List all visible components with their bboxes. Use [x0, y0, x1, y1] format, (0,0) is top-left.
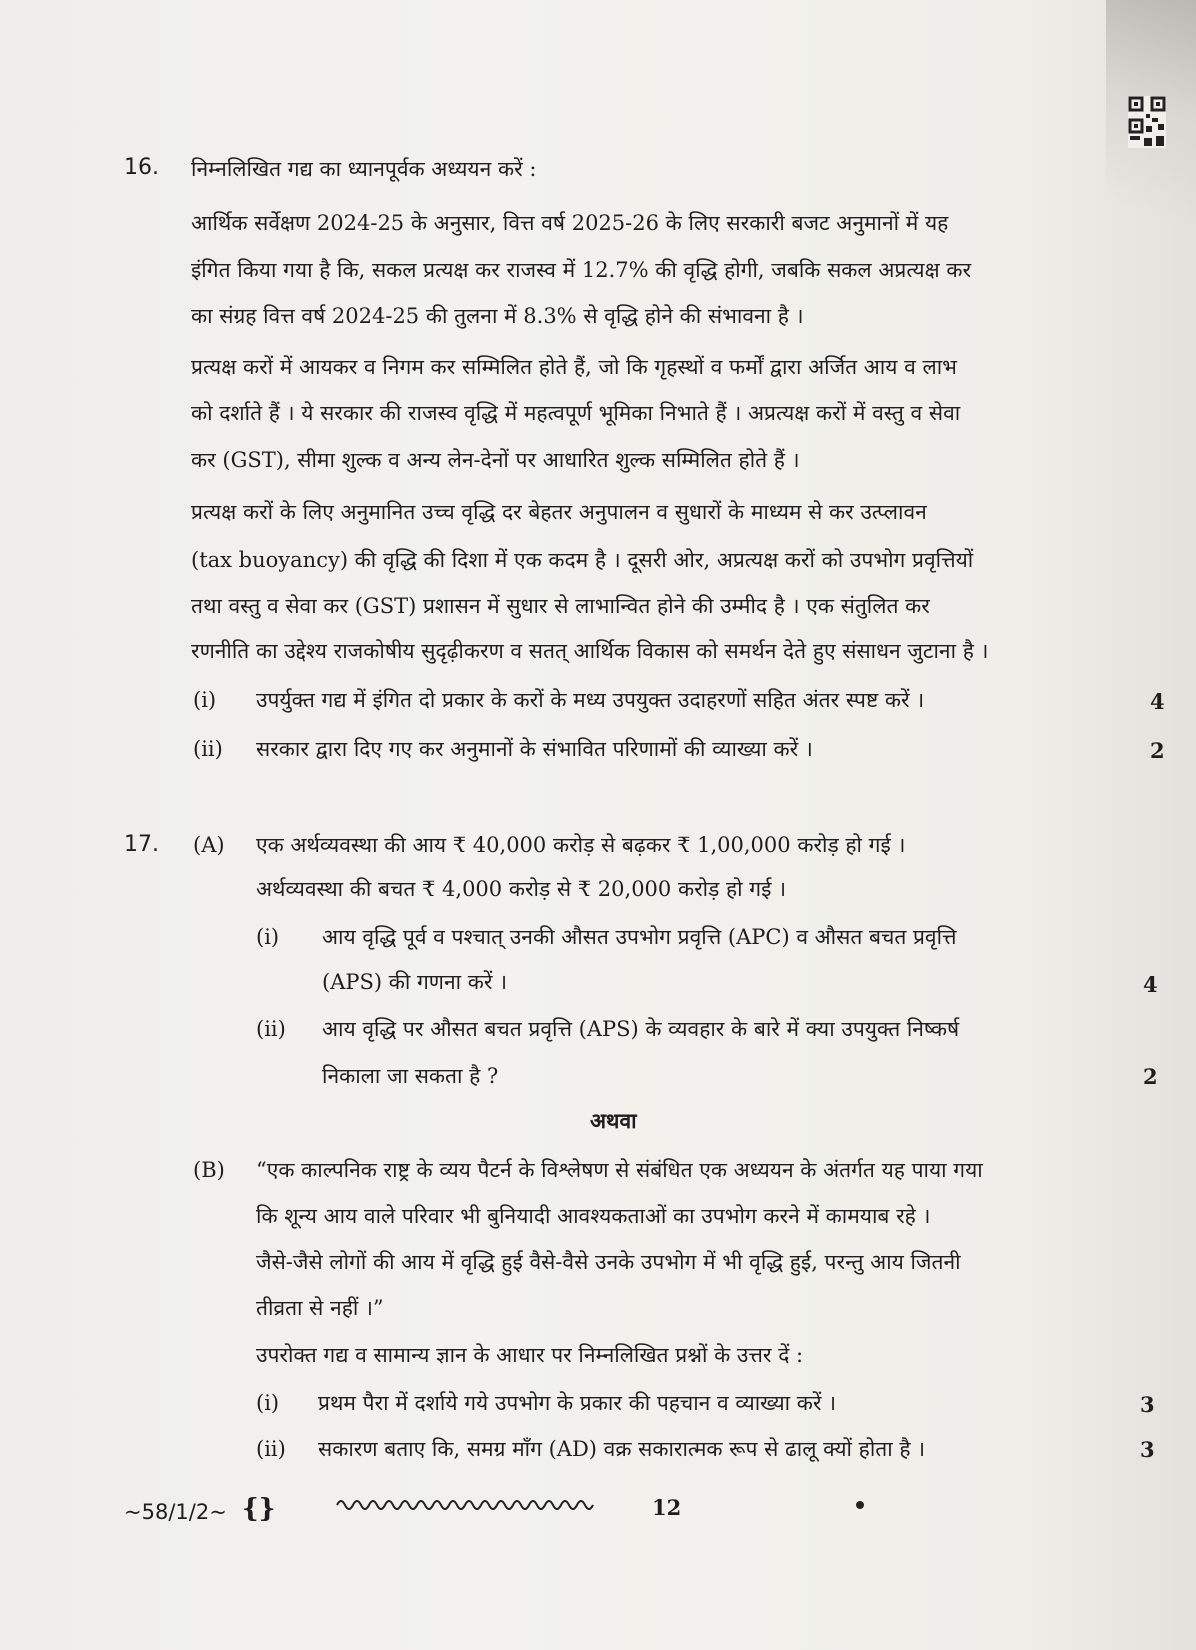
- passage-line: प्रत्यक्ष करों के लिए अनुमानित उच्च वृद्धि दर बेहतर अनुपालन व सुधारों के माध्यम से कर उत्प्लावन: [191, 500, 927, 524]
- passage-line: आर्थिक सर्वेक्षण 2024-25 के अनुसार, वित्त वर्ष 2025-26 के लिए सरकारी बजट अनुमानों में यह: [191, 211, 949, 235]
- part-b-quote-line: “एक काल्पनिक राष्ट्र के व्यय पैटर्न के विश्लेषण से संबंधित एक अध्ययन के अंतर्गत यह पाया गया: [256, 1158, 983, 1182]
- paper-code-braces: {}: [242, 1494, 276, 1524]
- part-b-quote-line: जैसे-जैसे लोगों की आय में वृद्धि हुई वैसे-वैसे उनके उपभोग में भी वृद्धि हुई, परन्तु आय जितनी: [256, 1250, 961, 1274]
- passage-line: प्रत्यक्ष करों में आयकर व निगम कर सम्मिलित होते हैं, जो कि गृहस्थों व फर्मों द्वारा अर्जित आय व लाभ: [191, 355, 957, 379]
- sub-question-label: (ii): [193, 737, 223, 761]
- sub-question-text: आय वृद्धि पूर्व व पश्चात् उनकी औसत उपभोग प्रवृत्ति (APC) व औसत बचत प्रवृत्ति: [322, 925, 957, 949]
- part-b-quote-line: कि शून्य आय वाले परिवार भी बुनियादी आवश्यकताओं का उपभोग करने में कामयाब रहे ।: [256, 1204, 931, 1228]
- sub-question-label: (i): [256, 1391, 280, 1415]
- sub-question-label: (ii): [256, 1017, 286, 1041]
- or-separator: अथवा: [590, 1108, 637, 1133]
- passage-line: तथा वस्तु व सेवा कर (GST) प्रशासन में सुधार से लाभान्वित होने की उम्मीद है । एक संतुलित कर: [191, 594, 930, 618]
- question-intro: निम्नलिखित गद्य का ध्यानपूर्वक अध्ययन करें :: [191, 157, 537, 181]
- sub-question-text: प्रथम पैरा में दर्शाये गये उपभोग के प्रकार की पहचान व व्याख्या करें ।: [318, 1391, 837, 1415]
- marks: 4: [1143, 972, 1158, 997]
- sub-question-text: निकाला जा सकता है ?: [322, 1064, 499, 1088]
- marks: 3: [1140, 1392, 1155, 1417]
- question-number: 17.: [124, 832, 159, 857]
- sub-question-text: उपर्युक्त गद्य में इंगित दो प्रकार के करों के मध्य उपयुक्त उदाहरणों सहित अंतर स्पष्ट करें ।: [256, 688, 925, 712]
- part-a-line: अर्थव्यवस्था की बचत ₹ 4,000 करोड़ से ₹ 20,000 करोड़ हो गई ।: [256, 877, 787, 901]
- passage-line: को दर्शाते हैं । ये सरकार की राजस्व वृद्धि में महत्वपूर्ण भूमिका निभाते हैं । अप्रत्यक्ष करों में वस्तु व सेवा: [191, 401, 961, 425]
- marks: 2: [1143, 1064, 1158, 1089]
- passage-line: कर (GST), सीमा शुल्क व अन्य लेन-देनों पर आधारित शुल्क सम्मिलित होते हैं ।: [191, 448, 800, 472]
- sub-question-text: आय वृद्धि पर औसत बचत प्रवृत्ति (APS) के व्यवहार के बारे में क्या उपयुक्त निष्कर्ष: [322, 1017, 960, 1041]
- passage-line: (tax buoyancy) की वृद्धि की दिशा में एक कदम है । दूसरी ओर, अप्रत्यक्ष करों को उपभोग प्रवृत्तियों: [191, 548, 974, 572]
- marks: 4: [1150, 689, 1165, 714]
- marks: 2: [1150, 738, 1165, 763]
- sub-question-text: सरकार द्वारा दिए गए कर अनुमानों के संभावित परिणामों की व्याख्या करें ।: [256, 737, 813, 761]
- qr-code-icon: [1128, 96, 1166, 148]
- passage-line: रणनीति का उद्देश्य राजकोषीय सुदृढ़ीकरण व सतत् आर्थिक विकास को समर्थन देते हुए संसाधन जुटाना है ।: [191, 639, 989, 663]
- sub-question-label: (ii): [256, 1437, 286, 1461]
- passage-line: का संग्रह वित्त वर्ष 2024-25 की तुलना में 8.3% से वृद्धि होने की संभावना है ।: [191, 304, 804, 328]
- wavy-line-decoration: [335, 1495, 595, 1515]
- paper-code: ~58/1/2~: [124, 1500, 227, 1524]
- sub-question-label: (i): [193, 688, 217, 712]
- part-label: (B): [193, 1158, 225, 1182]
- marks: 3: [1140, 1437, 1155, 1462]
- question-number: 16.: [124, 155, 159, 180]
- passage-line: इंगित किया गया है कि, सकल प्रत्यक्ष कर राजस्व में 12.7% की वृद्धि होगी, जबकि सकल अप्रत्यक्ष कर: [191, 258, 972, 282]
- part-b-quote-line: तीव्रता से नहीं ।”: [256, 1296, 384, 1320]
- part-a-line: एक अर्थव्यवस्था की आय ₹ 40,000 करोड़ से बढ़कर ₹ 1,00,000 करोड़ हो गई ।: [256, 833, 906, 857]
- part-label: (A): [193, 833, 225, 857]
- page-number: 12: [652, 1495, 682, 1520]
- sub-question-text: सकारण बताए कि, समग्र माँग (AD) वक्र सकारात्मक रूप से ढालू क्यों होता है ।: [318, 1437, 926, 1461]
- bullet-dot: [856, 1501, 864, 1509]
- part-b-instruction: उपरोक्त गद्य व सामान्य ज्ञान के आधार पर निम्नलिखित प्रश्नों के उत्तर दें :: [256, 1343, 804, 1367]
- sub-question-text: (APS) की गणना करें ।: [322, 970, 508, 994]
- sub-question-label: (i): [256, 925, 280, 949]
